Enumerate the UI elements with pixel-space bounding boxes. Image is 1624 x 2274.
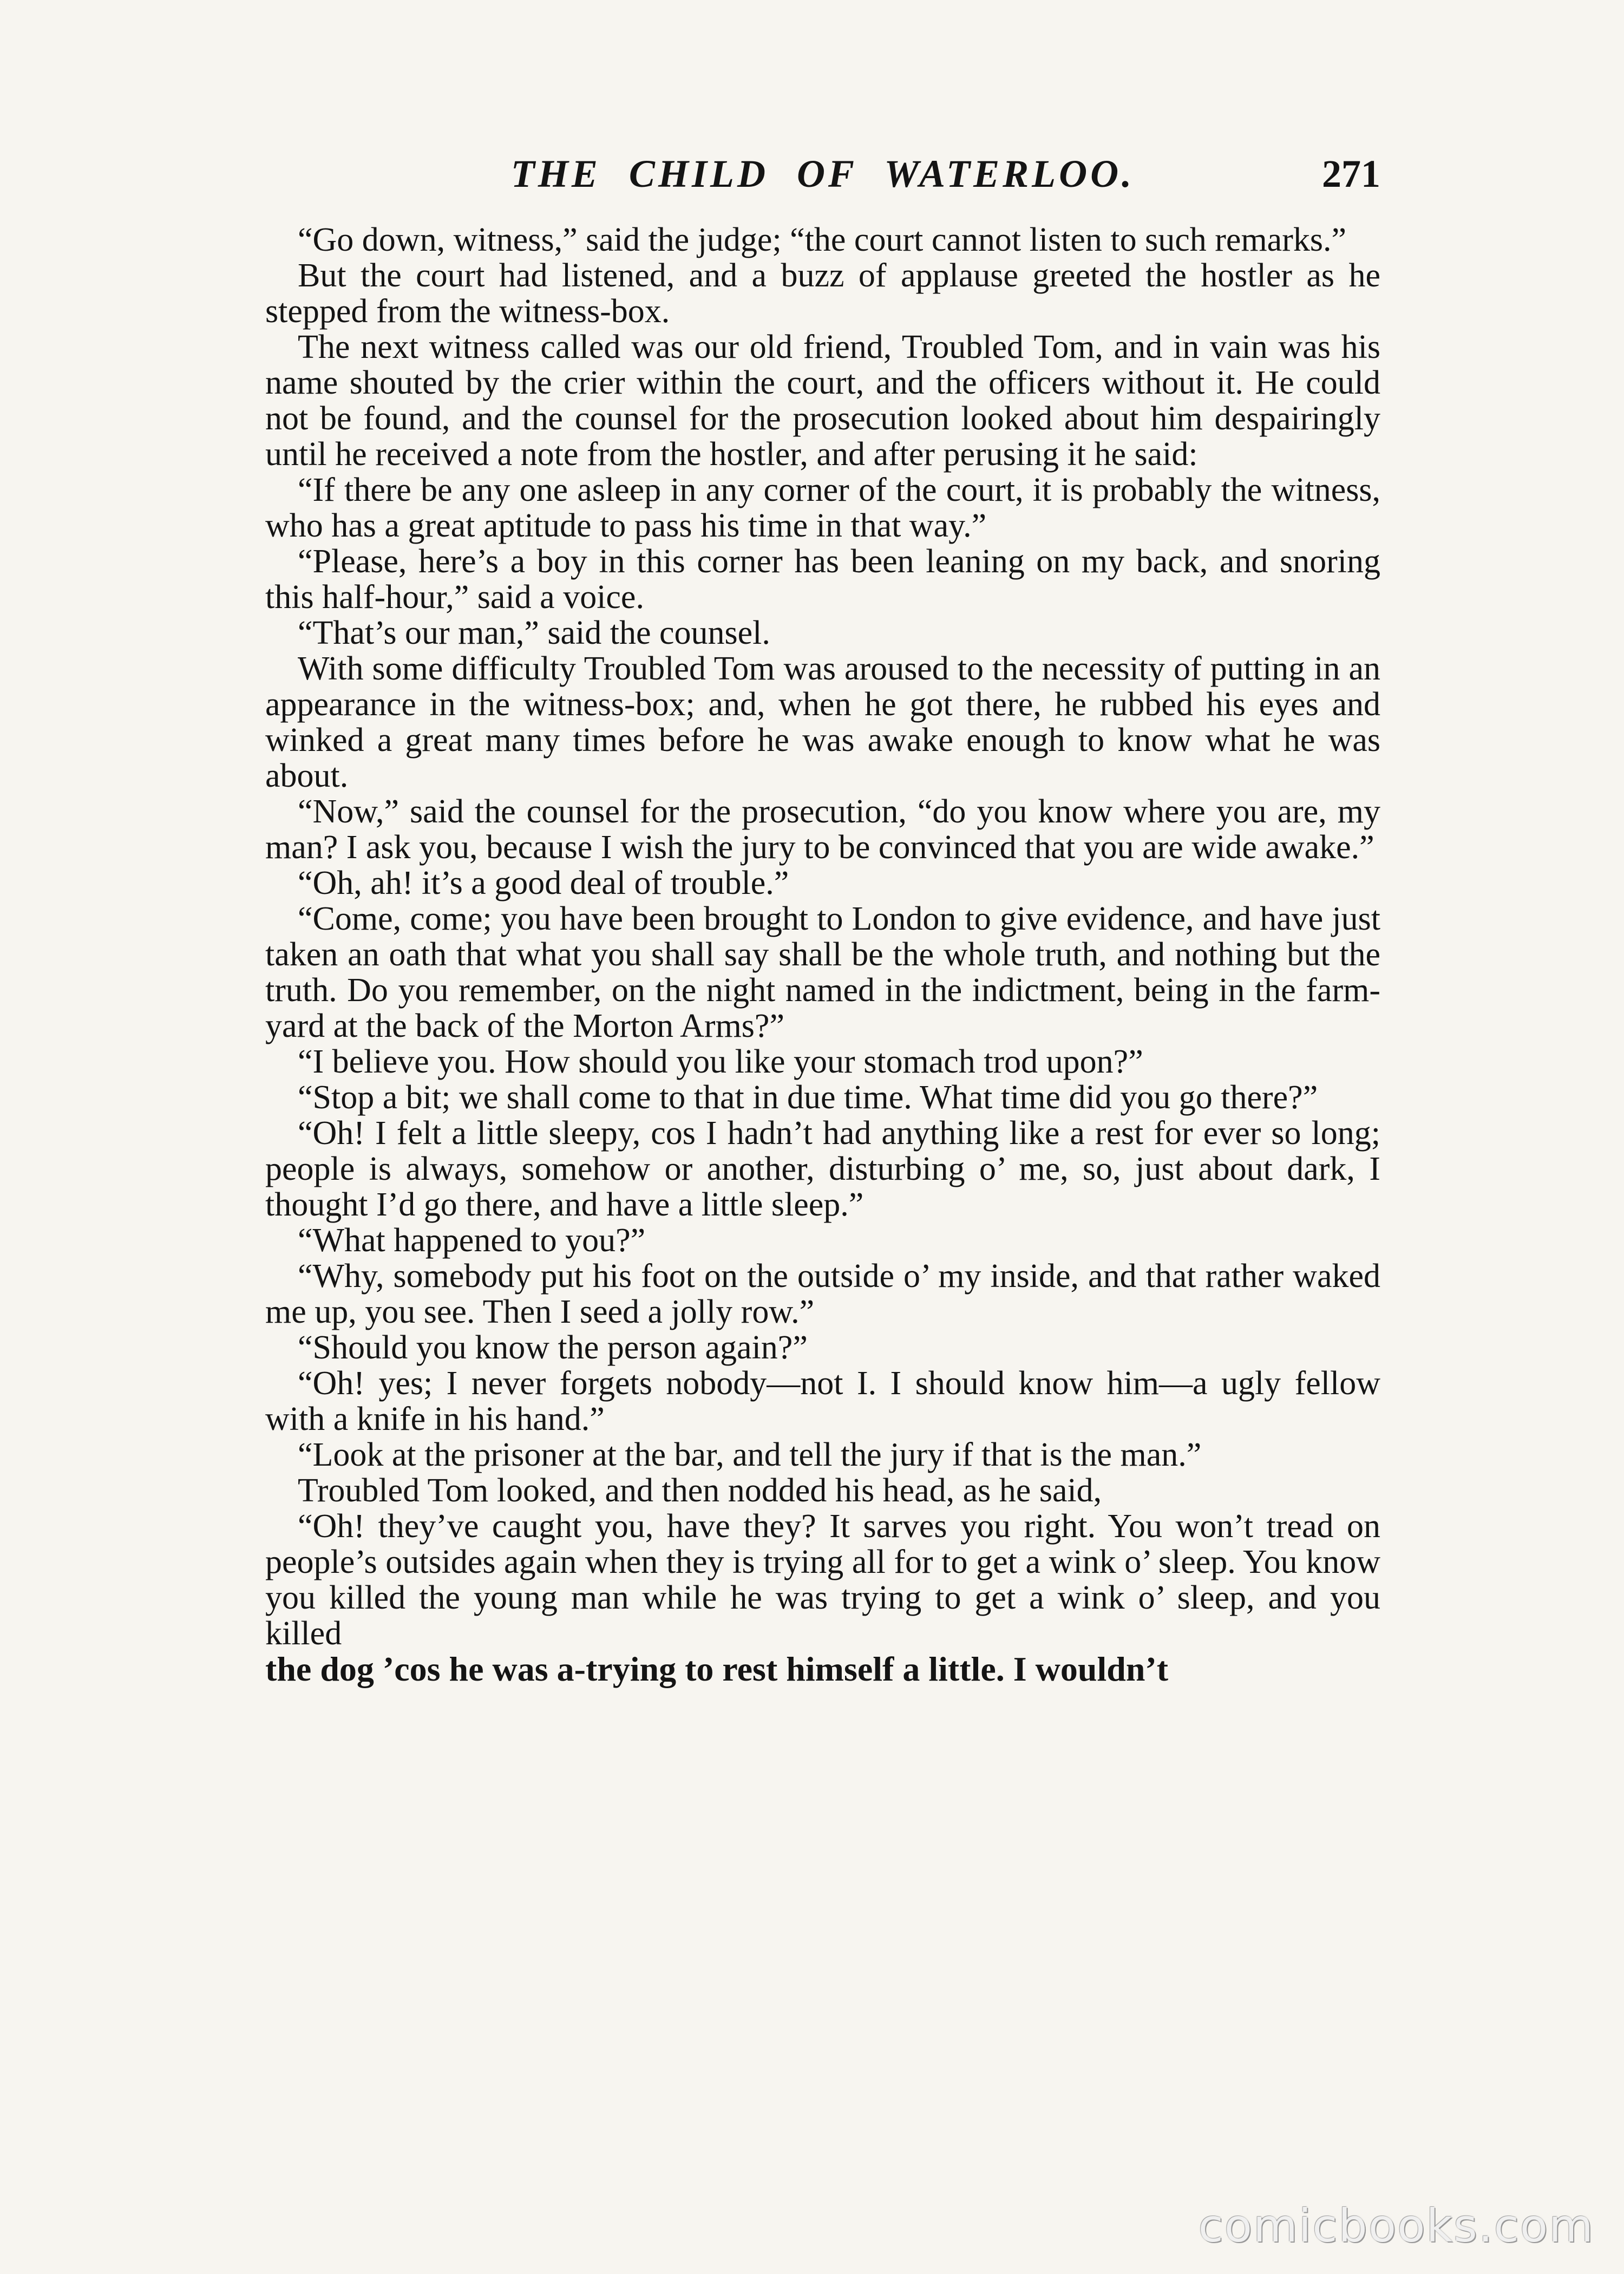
paragraph: “Please, here’s a boy in this corner has been leaning on my back, and snoring this half-hour,” said a voice. bbox=[265, 543, 1380, 616]
paragraph: The next witness called was our old friend, Troubled Tom, and in vain was his name shouted by the crier within the court, and the officers without it. He could not be found, and the counsel for the prosecution looked about him despairingly until he received a note from the hostler, and after perusing it he said: bbox=[265, 329, 1380, 473]
book-page bbox=[265, 152, 1380, 2155]
paragraph: “If there be any one asleep in any corner of the court, it is probably the witness, who has a great aptitude to pass his time in that way.” bbox=[265, 472, 1380, 544]
paragraph: With some difficulty Troubled Tom was aroused to the necessity of putting in an appearance in the witness-box; and, when he got there, he rubbed his eyes and winked a great many times before he was awake enough to know what he was about. bbox=[265, 650, 1380, 794]
body-text bbox=[265, 222, 1380, 1687]
paragraph: But the court had listened, and a buzz of applause greeted the hostler as he stepped from the witness-box. bbox=[265, 257, 1380, 330]
paragraph: “What happened to you?” bbox=[298, 1222, 646, 1259]
paragraph: “Oh! they’ve caught you, have they? It sarves you right. You won’t tread on people’s outsides again when they is trying all for to get a wink o’ sleep. You know you killed the young man while he was trying to get a wink o’ sleep, and you killed bbox=[265, 1508, 1380, 1652]
paragraph: Troubled Tom looked, and then nodded his head, as he said, bbox=[298, 1472, 1102, 1509]
paragraph: “Should you know the person again?” bbox=[298, 1329, 808, 1366]
paragraph: “Why, somebody put his foot on the outside o’ my inside, and that rather waked me up, you see. Then I seed a jolly row.” bbox=[265, 1258, 1380, 1330]
paragraph: “Now,” said the counsel for the prosecution, “do you know where you are, my man? I ask you, because I wish the jury to be convinced that you are wide awake.” bbox=[265, 793, 1380, 866]
page-number: 271 bbox=[1322, 152, 1380, 195]
paragraph: “Go down, witness,” said the judge; “the court cannot listen to such remarks.” bbox=[298, 221, 1346, 258]
paragraph: “I believe you. How should you like your stomach trod upon?” bbox=[298, 1043, 1143, 1080]
paragraph: “Come, come; you have been brought to London to give evidence, and have just taken an oath that what you shall say shall be the whole truth, and nothing but the truth. Do you remember, on the night named in the indictment, being in the farm-yard at the back of the Morton Arms?” bbox=[265, 900, 1380, 1044]
running-title: THE CHILD OF WATERLOO. bbox=[510, 152, 1135, 195]
paragraph: “Oh, ah! it’s a good deal of trouble.” bbox=[298, 865, 789, 901]
paragraph: “Stop a bit; we shall come to that in due time. What time did you go there?” bbox=[298, 1079, 1318, 1116]
paragraph: “That’s our man,” said the counsel. bbox=[298, 615, 770, 651]
final-line: the dog ’cos he was a-trying to rest himself a little. I wouldn’t bbox=[265, 1650, 1169, 1688]
paragraph: “Oh! yes; I never forgets nobody—not I. I should know him—a ugly fellow with a knife in his hand.” bbox=[265, 1365, 1380, 1437]
paragraph: “Oh! I felt a little sleepy, cos I hadn’t had anything like a rest for ever so long; people is always, somehow or another, disturbing o’ me, so, just about dark, I thought I’d go there, and have a little sleep.” bbox=[265, 1115, 1380, 1223]
page-header bbox=[265, 152, 1380, 211]
paragraph: “Look at the prisoner at the bar, and tell the jury if that is the man.” bbox=[298, 1436, 1202, 1473]
watermark-logo: comicbooks.com bbox=[1198, 2199, 1594, 2252]
